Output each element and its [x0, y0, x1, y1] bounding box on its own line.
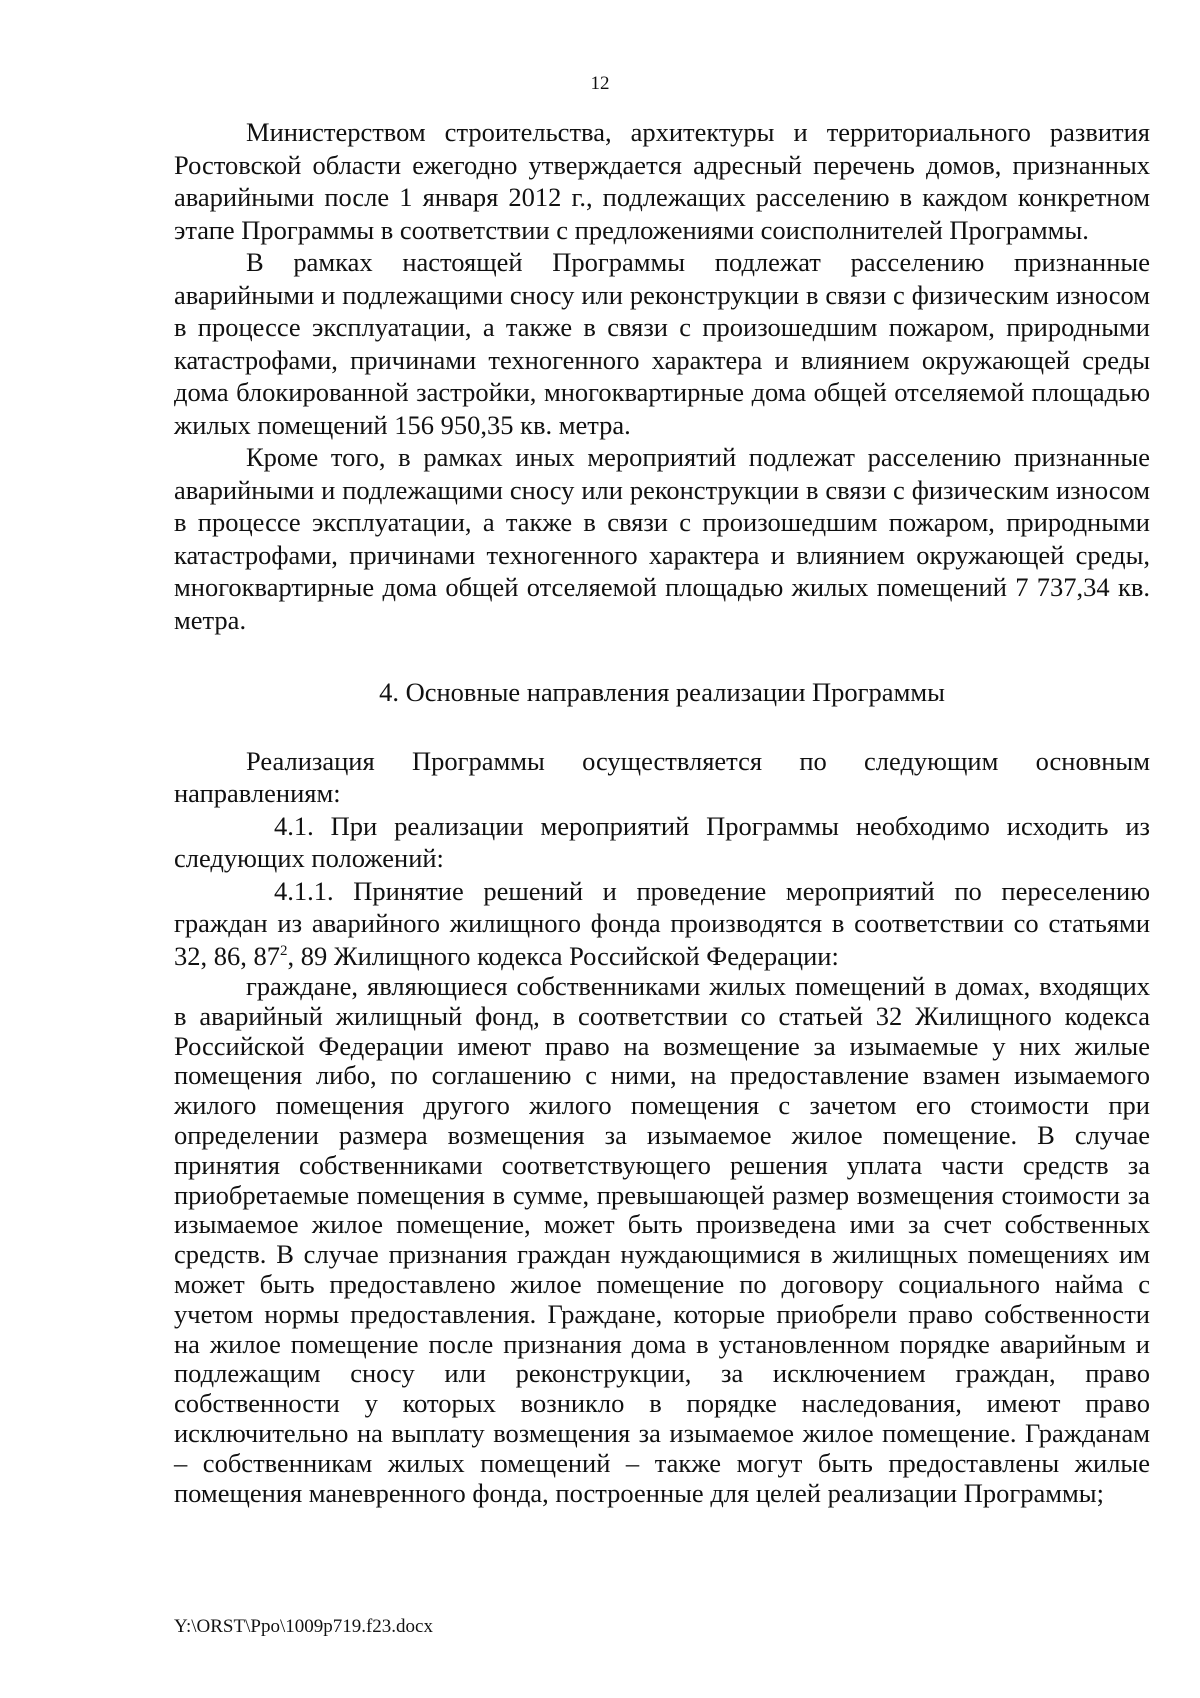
footer-file-path: Y:\ORST\Ppo\1009p719.f23.docx — [174, 1616, 433, 1637]
paragraph-ministry-list: Министерством строительства, архитектуры и территориального развития Ростовской области ежегодно утверждается адресный перечень домов, признанных аварийными после 1 января 2012 г., подлежащих расселению в каждом конкретном этапе Программы в соответствии с предложениями соисполнителей Программы. — [174, 117, 1150, 245]
paragraph-4-1-1-tail: , 89 Жилищного кодекса Российской Федерации: — [287, 940, 839, 971]
paragraph-4-1: 4.1. При реализации мероприятий Программы необходимо исходить из следующих положений: — [174, 810, 1150, 873]
paragraph-4-1-1-text: 4.1.1. Принятие решений и проведение мероприятий по переселению граждан из аварийного жилищного фонда производятся в соответствии со статьями 32, 86, 87 — [174, 875, 1150, 971]
section-heading: 4. Основные направления реализации Программы — [379, 677, 945, 707]
paragraph-4-1-1 — [174, 875, 1150, 973]
page-number: 12 — [590, 73, 610, 94]
paragraph-citizens-rights: граждане, являющиеся собственниками жилых помещений в домах, входящих в аварийный жилищный фонд, в соответствии со статьей 32 Жилищного кодекса Российской Федерации имеют право на возмещение за изымаемые у них жилые помещения либо, по соглашению с ними, на предоставление взамен изымаемого жилого помещения другого жилого помещения с зачетом его стоимости при определении размера возмещения за изымаемое жилое помещение. В случае принятия собственниками соответствующего решения уплата части средств за приобретаемые помещения в сумме, превышающей размер возмещения стоимости за изымаемое жилое помещение, может быть произведена ими за счет собственных средств. В случае признания граждан нуждающимися в жилищных помещениях им может быть предоставлено жилое помещение по договору социального найма с учетом нормы предоставления. Граждане, которые приобрели право собственности на жилое помещение после признания дома в установленном порядке аварийным и подлежащим сносу или реконструкции, за исключением граждан, право собственности у которых возникло в порядке наследования, имеют право исключительно на выплату возмещения за изымаемое жилое помещение. Гражданам – собственникам жилых помещений – также могут быть предоставлены жилые помещения маневренного фонда, построенные для целей реализации Программы; — [174, 971, 1150, 1508]
paragraph-other-measures: Кроме того, в рамках иных мероприятий подлежат расселению признанные аварийными и подлежащими сносу или реконструкции в связи с физическим износом в процессе эксплуатации, а также в связи с произошедшим пожаром, природными катастрофами, причинами техногенного характера и влиянием окружающей среды, многоквартирные дома общей отселяемой площадью жилых помещений 7 737,34 кв. метра. — [174, 442, 1150, 635]
document-body — [174, 116, 1150, 1508]
superscript-article-index: 2 — [280, 942, 288, 959]
paragraph-directions-intro: Реализация Программы осуществляется по следующим основным направлениям: — [174, 745, 1150, 808]
paragraph-program-scope: В рамках настоящей Программы подлежат расселению признанные аварийными и подлежащими сносу или реконструкции в связи с физическим износом в процессе эксплуатации, а также в связи с произошедшим пожаром, природными катастрофами, причинами техногенного характера и влиянием окружающей среды дома блокированной застройки, многоквартирные дома общей отселяемой площадью жилых помещений 156 950,35 кв. метра. — [174, 247, 1150, 440]
